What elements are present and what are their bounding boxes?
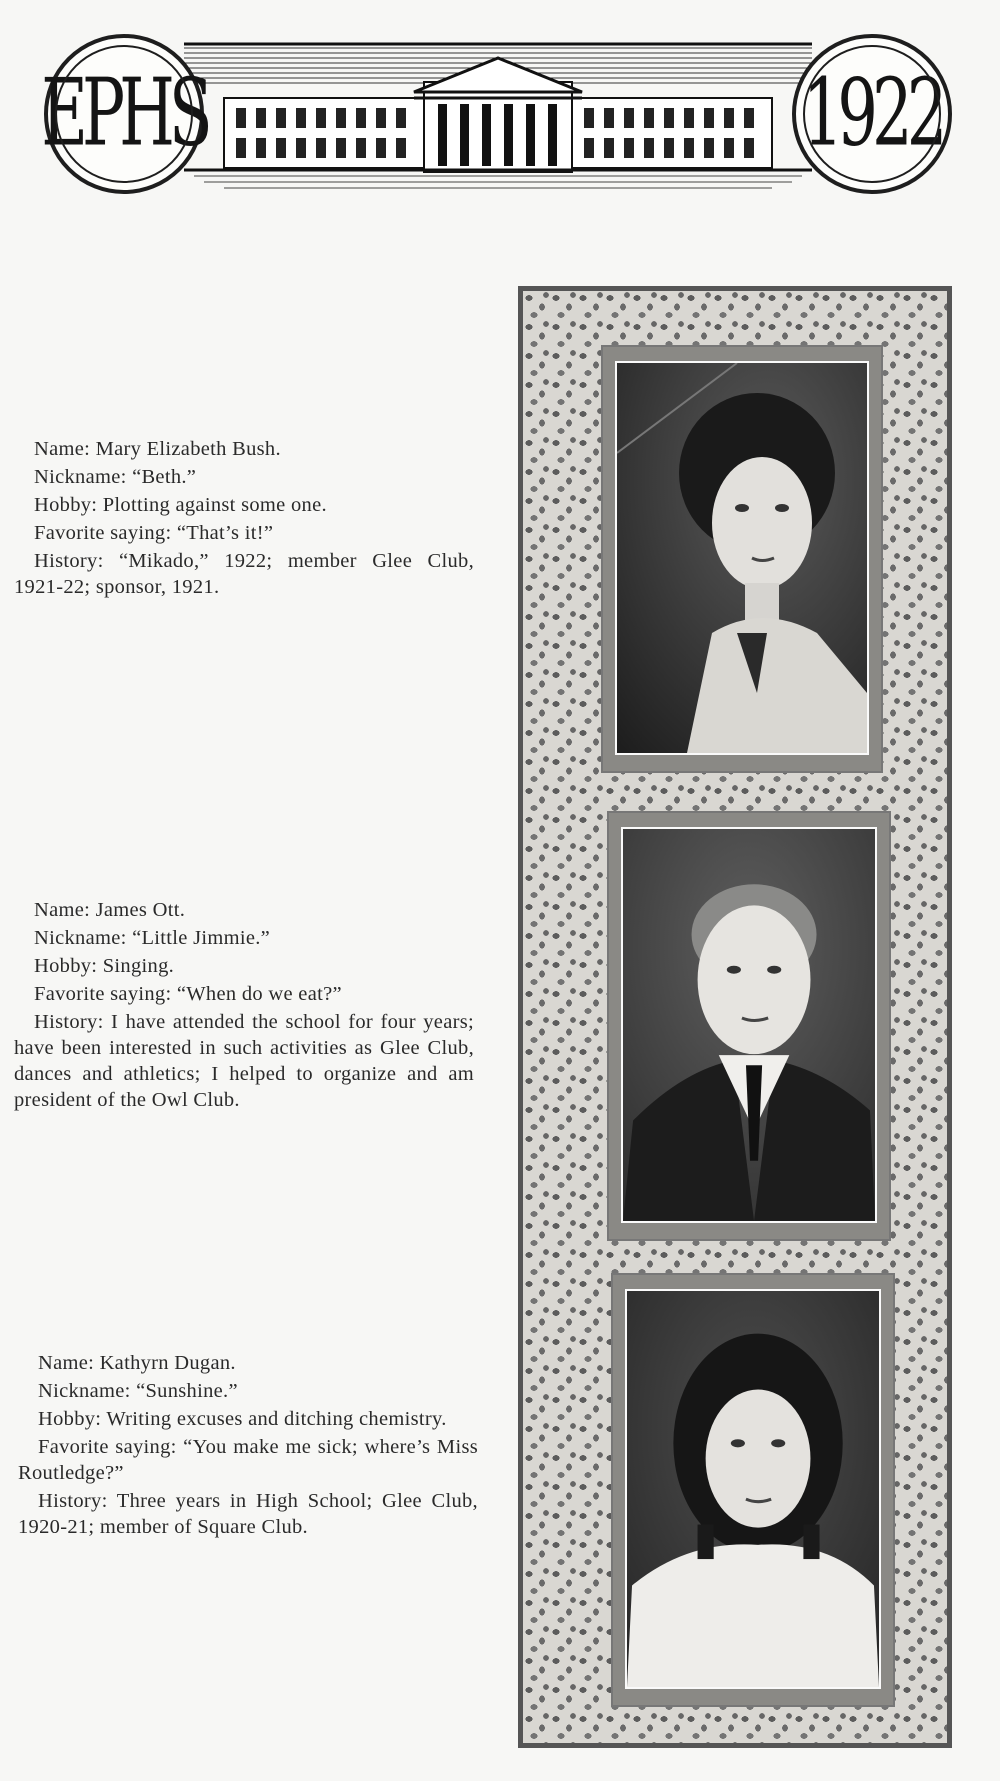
portrait-image (617, 363, 867, 753)
school-monogram-seal (41, 34, 207, 194)
school-building-illustration (184, 42, 812, 192)
student-entry-ott (14, 897, 474, 1115)
student-name-line: Name: James Ott. (34, 899, 186, 921)
class-year-text: 1922 (802, 60, 942, 168)
yearbook-banner (41, 34, 952, 198)
portrait-photo-ott (621, 827, 877, 1223)
student-history-line: History: Three years in High School; Glee Club, 1920-21; member of Square Club. (18, 1490, 478, 1538)
student-name-line: Name: Kathyrn Dugan. (38, 1352, 236, 1374)
student-hobby-line: Hobby: Plotting against some one. (34, 494, 327, 516)
photo-frame (601, 345, 883, 773)
student-hobby-line: Hobby: Writing excuses and ditching chemistry. (38, 1408, 447, 1430)
photo-frame (607, 811, 891, 1241)
student-nickname-line: Nickname: “Sunshine.” (38, 1380, 238, 1402)
portrait-image (627, 1291, 879, 1687)
student-hobby-line: Hobby: Singing. (34, 955, 175, 977)
student-nickname-line: Nickname: “Beth.” (34, 466, 197, 488)
student-name-line: Name: Mary Elizabeth Bush. (34, 438, 281, 460)
student-history-line: History: “Mikado,” 1922; member Glee Club, 1921-22; sponsor, 1921. (14, 550, 474, 598)
student-saying-line: Favorite saying: “That’s it!” (34, 522, 274, 544)
photo-frame (611, 1273, 895, 1707)
student-saying-line: Favorite saying: “When do we eat?” (34, 983, 342, 1005)
portrait-photo-dugan (625, 1289, 881, 1689)
student-history-line: History: I have attended the school for four years; have been interested in such activities as Glee Club, dances and athletics; I helped to organize and am president of the Owl Club. (14, 1011, 474, 1111)
school-monogram-text: EPHS (41, 60, 207, 168)
student-entry-dugan (18, 1350, 478, 1542)
photo-strip (518, 286, 952, 1748)
student-entry-bush (14, 436, 474, 602)
portrait-image (623, 829, 875, 1221)
student-saying-line: Favorite saying: “You make me sick; where’s Miss Routledge?” (18, 1436, 478, 1484)
student-nickname-line: Nickname: “Little Jimmie.” (34, 927, 271, 949)
class-year-seal (792, 34, 952, 194)
portrait-photo-bush (615, 361, 869, 755)
